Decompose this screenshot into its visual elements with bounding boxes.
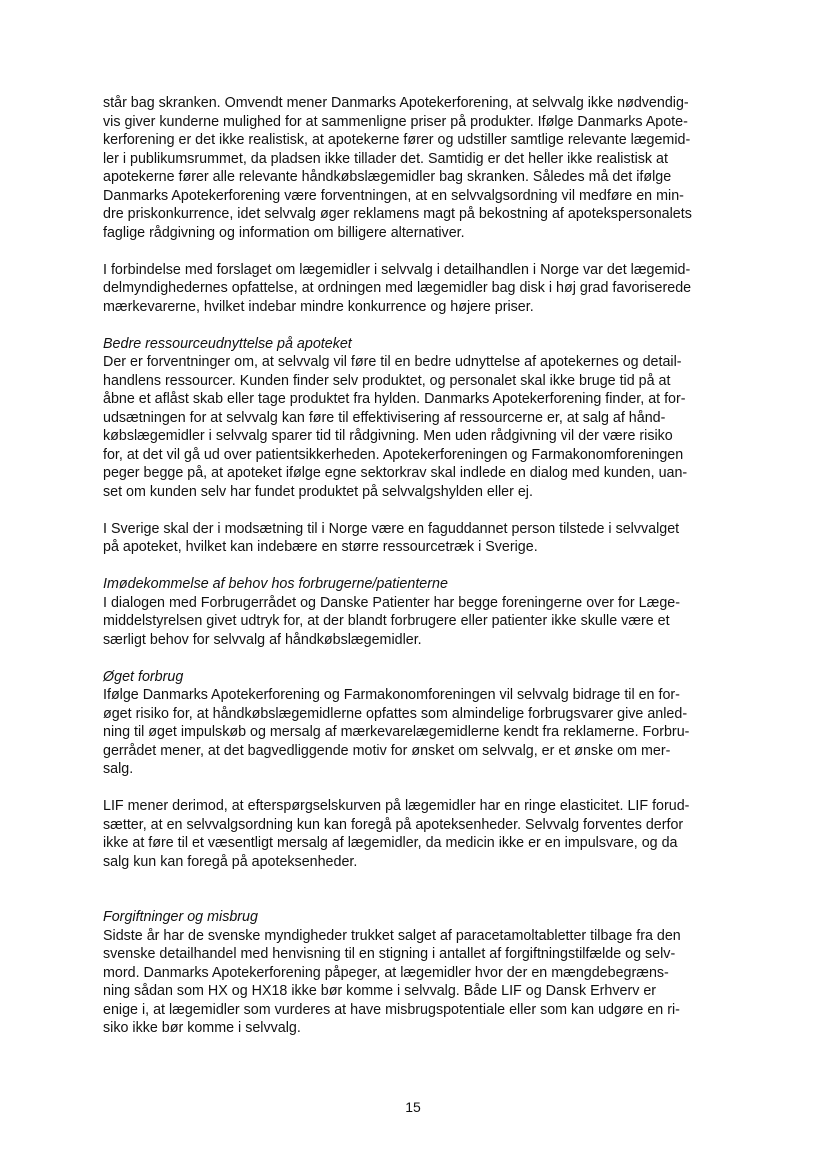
section-heading: Øget forbrug <box>103 668 184 685</box>
section-poisoning-misuse <box>103 908 738 1038</box>
text-line: I Sverige skal der i modsætning til i Norge være en faguddannet person tilstede i selvvalget <box>103 520 680 537</box>
text-line: vis giver kunderne mulighed for at sammenligne priser på produkter. Ifølge Danmarks Apote- <box>103 113 688 130</box>
page-body <box>103 94 738 1038</box>
text-line: Danmarks Apotekerforening være forventningen, at en selvvalgsordning vil medføre en min- <box>103 187 684 204</box>
section-heading: Imødekommelse af behov hos forbrugerne/patienterne <box>103 576 448 592</box>
text-line: enige i, at lægemidler som vurderes at have misbrugspotentiale eller som kan udgøre en ri- <box>103 1001 680 1018</box>
text-line: peger begge på, at apoteket ifølge egne sektorkrav skal indlede en dialog med kunden, uan- <box>103 465 688 481</box>
section-heading: Bedre ressourceudnyttelse på apoteket <box>103 335 352 352</box>
section-consumer-needs <box>103 575 738 649</box>
text-line: særligt behov for selvvalg af håndkøbslægemidler. <box>103 631 422 648</box>
text-line: dre priskonkurrence, idet selvvalg øger reklamens magt på bekostning af apotekspersonalets <box>103 206 692 222</box>
text-line: LIF mener derimod, at efterspørgselskurven på lægemidler har en ringe elasticitet. LIF forud- <box>103 798 690 814</box>
paragraph-spacer <box>103 649 738 668</box>
text-line: sætter, at en selvvalgsordning kun kan foregå på apoteksenheder. Selvvalg forventes derfor <box>103 816 684 833</box>
text-line: kerforening er det ikke realistisk, at apotekerne fører og udstiller samtlige relevante lægemid- <box>103 132 691 148</box>
paragraph-spacer <box>103 501 738 520</box>
paragraph-sweden-staff <box>103 520 738 557</box>
page-number: 15 <box>405 1099 421 1115</box>
text-line: Ifølge Danmarks Apotekerforening og Farmakonomforeningen vil selvvalg bidrage til en for- <box>103 687 680 703</box>
text-line: ning til øget impulskøb og mersalg af mærkevarelægemidlerne kendt fra reklamerne. Forbru- <box>103 724 690 740</box>
text-line: Der er forventninger om, at selvvalg vil føre til en bedre udnyttelse af apotekernes og detail- <box>103 354 682 370</box>
text-line: udsætningen for at selvvalg kan føre til effektivisering af ressourcerne er, at salg af hånd- <box>103 409 666 426</box>
text-line: mord. Danmarks Apotekerforening påpeger, at lægemidler hvor der en mængdebegræns- <box>103 964 669 981</box>
text-line: for, at det vil gå ud over patientsikkerheden. Apotekerforeningen og Farmakonomforeningen <box>103 446 684 463</box>
text-line: Sidste år har de svenske myndigheder trukket salget af paracetamoltabletter tilbage fra den <box>103 927 681 944</box>
text-line: mærkevarerne, hvilket indebar mindre konkurrence og højere priser. <box>103 298 534 315</box>
text-line: apotekerne fører alle relevante håndkøbslægemidler bag skranken. Således må det ifølge <box>103 169 672 185</box>
paragraph-spacer <box>103 779 738 798</box>
text-line: I forbindelse med forslaget om lægemidler i selvvalg i detailhandlen i Norge var det lægemid- <box>103 261 691 278</box>
text-line: gerrådet mener, at det bagvedliggende motiv for ønsket om selvvalg, er et ønske om mer- <box>103 742 671 759</box>
text-line: ikke at føre til et væsentligt mersalg af lægemidler, da medicin ikke er en impulsvare, og da <box>103 835 678 851</box>
paragraph-lif-elasticity <box>103 797 738 871</box>
text-line: åbne et aflåst skab eller tage produktet fra hylden. Danmarks Apotekerforening finder, at for- <box>103 391 686 407</box>
text-line: delmyndighedernes opfattelse, at ordningen med lægemidler bag disk i høj grad favoriserede <box>103 280 692 296</box>
paragraph-spacer <box>103 316 738 335</box>
text-line: set om kunden selv har fundet produktet på selvvalgshylden eller ej. <box>103 483 533 500</box>
paragraph-price-competition <box>103 94 738 242</box>
text-line: ning sådan som HX og HX18 ikke bør komme i selvvalg. Både LIF og Dansk Erhverv er <box>103 983 657 999</box>
paragraph-spacer <box>103 871 738 908</box>
section-heading: Forgiftninger og misbrug <box>103 909 258 925</box>
text-line: I dialogen med Forbrugerrådet og Danske Patienter har begge foreningerne over for Læge- <box>103 594 680 611</box>
text-line: faglige rådgivning og information om billigere alternativer. <box>103 224 465 241</box>
text-line: købslægemidler i selvvalg sparer tid til rådgivning. Men uden rådgivning vil der være risiko <box>103 428 673 444</box>
text-line: på apoteket, hvilket kan indebære en større ressourcetræk i Sverige. <box>103 539 538 555</box>
paragraph-spacer <box>103 242 738 261</box>
text-line: øget risiko for, at håndkøbslægemidlerne opfattes som almindelige forbrugsvarer give anled- <box>103 705 688 722</box>
text-line: står bag skranken. Omvendt mener Danmarks Apotekerforening, at selvvalg ikke nødvendig- <box>103 95 689 111</box>
text-line: middelstyrelsen givet udtryk for, at der blandt forbrugere eller patienter ikke skulle være et <box>103 613 670 629</box>
paragraph-norway-brands <box>103 261 738 317</box>
text-line: svenske detailhandel med henvisning til en stigning i antallet af forgiftningstilfælde og selv- <box>103 946 676 962</box>
paragraph-spacer <box>103 557 738 576</box>
text-line: handlens ressourcer. Kunden finder selv produktet, og personalet skal ikke bruge tid på at <box>103 372 671 389</box>
text-line: salg kun kan foregå på apoteksenheder. <box>103 853 358 870</box>
text-line: salg. <box>103 761 134 777</box>
section-increased-consumption <box>103 668 738 779</box>
text-line: siko ikke bør komme i selvvalg. <box>103 1020 301 1036</box>
section-resource-utilization <box>103 335 738 502</box>
text-line: ler i publikumsrummet, da pladsen ikke tillader det. Samtidig er det heller ikke realistisk at <box>103 150 668 167</box>
